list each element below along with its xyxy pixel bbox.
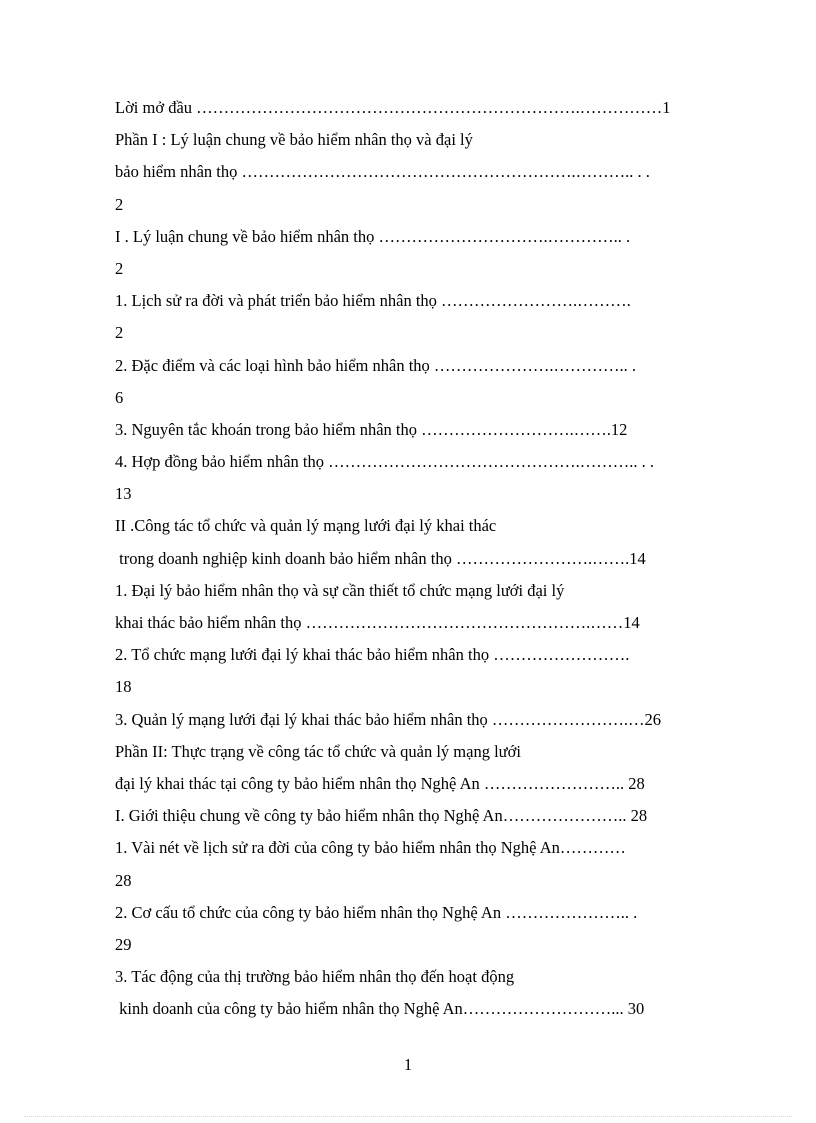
toc-line: khai thác bảo hiểm nhân thọ …………………………………………….……14 [115, 613, 640, 632]
toc-line: I . Lý luận chung về bảo hiểm nhân thọ ………………………….………….. . [115, 226, 631, 246]
toc-line: Phần II: Thực trạng về công tác tổ chức và quản lý mạng lưới [115, 741, 521, 761]
toc-line: Phần I : Lý luận chung về bảo hiểm nhân thọ và đại lý [115, 130, 473, 150]
toc-line: 3. Nguyên tắc khoán trong bảo hiểm nhân thọ ……………………….…….12 [115, 419, 628, 439]
toc-line: Lời mở đầu …………………………………………………………….……………1 [115, 98, 671, 117]
toc-line: 1. Vài nét về lịch sử ra đời của công ty bảo hiểm nhân thọ Nghệ An………… [115, 838, 626, 858]
page-bottom-divider [24, 1116, 792, 1117]
toc-line: 6 [115, 387, 124, 407]
toc-line: 28 [115, 870, 132, 890]
toc-line: 29 [115, 934, 132, 954]
toc-line: II .Công tác tổ chức và quản lý mạng lưới đại lý khai thác [115, 516, 497, 536]
toc-line: 2. Tổ chức mạng lưới đại lý khai thác bảo hiểm nhân thọ ……………………. [115, 645, 630, 665]
page-number: 1 [403, 1055, 413, 1074]
toc-line: 18 [115, 677, 132, 697]
toc-line: 2 [115, 323, 124, 343]
toc-line: 3. Tác động của thị trường bảo hiểm nhân thọ đến hoạt động [115, 967, 515, 987]
toc-line: I. Giới thiệu chung về công ty bảo hiểm nhân thọ Nghệ An………………….. 28 [115, 806, 648, 826]
toc-line: bảo hiểm nhân thọ …………………………………………………….……….. . . [115, 162, 650, 182]
toc-line: 4. Hợp đồng bảo hiểm nhân thọ ……………………………………….……….. . . [115, 452, 654, 472]
table-of-contents [115, 92, 775, 1025]
toc-line: 2 [115, 258, 124, 278]
toc-line: 3. Quản lý mạng lưới đại lý khai thác bảo hiểm nhân thọ …………………….…26 [115, 709, 662, 729]
toc-line: 1. Lịch sử ra đời và phát triển bảo hiểm nhân thọ …………………….………. [115, 291, 631, 311]
toc-line: 2 [115, 194, 124, 214]
toc-line: 13 [115, 484, 132, 504]
toc-line: 2. Đặc điểm và các loại hình bảo hiểm nhân thọ ………………….………….. . [115, 355, 637, 375]
toc-line: 1. Đại lý bảo hiểm nhân thọ và sự cần thiết tổ chức mạng lưới đại lý [115, 580, 565, 600]
toc-line: kinh doanh của công ty bảo hiểm nhân thọ Nghệ An………………………... 30 [115, 999, 645, 1019]
toc-line: đại lý khai thác tại công ty bảo hiểm nhân thọ Nghệ An …………………….. 28 [115, 773, 645, 793]
toc-line: trong doanh nghiệp kinh doanh bảo hiểm nhân thọ …………………….…….14 [115, 548, 646, 568]
toc-line: 2. Cơ cấu tổ chức của công ty bảo hiểm nhân thọ Nghệ An ………………….. . [115, 902, 638, 922]
